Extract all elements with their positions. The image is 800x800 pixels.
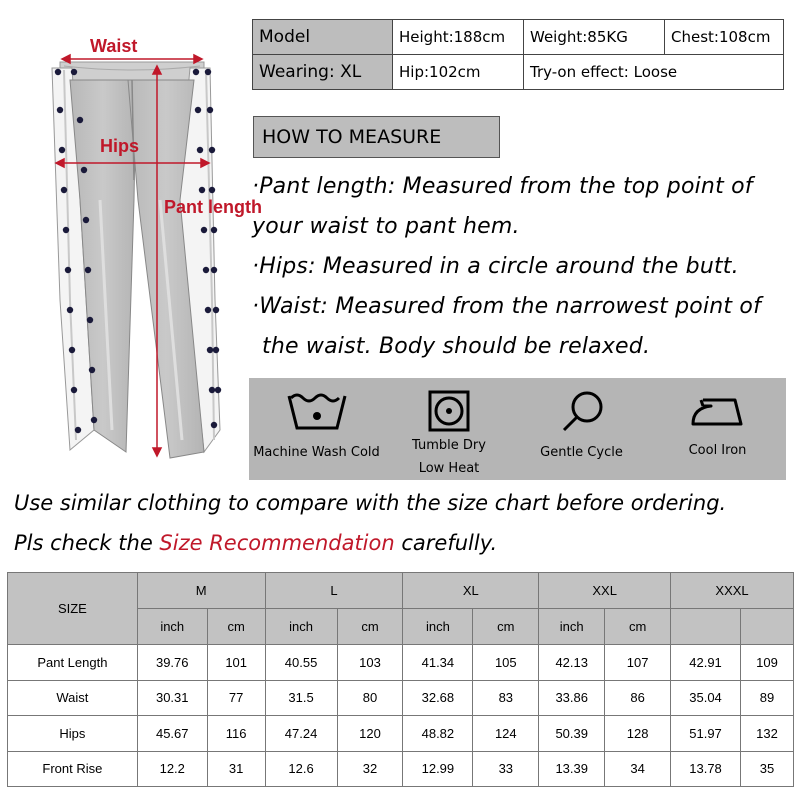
- table-cell: 12.99: [403, 751, 473, 787]
- model-try-on-effect: Try-on effect: Loose: [524, 55, 784, 90]
- model-hip: Hip:102cm: [393, 55, 524, 90]
- table-cell: 30.31: [137, 680, 207, 716]
- size-header: L: [265, 573, 403, 609]
- size-chart-table: [7, 572, 794, 787]
- table-cell: 77: [207, 680, 265, 716]
- pants-illustration: [0, 0, 250, 470]
- table-cell: 128: [605, 716, 671, 752]
- waist-annotation: Waist: [90, 36, 138, 56]
- care-cool-iron: [649, 378, 786, 480]
- table-cell: 35.04: [671, 680, 741, 716]
- row-label: Front Rise: [8, 751, 138, 787]
- size-header-row: [8, 573, 794, 609]
- size-notice: Use similar clothing to compare with the size chart before ordering.: [14, 491, 727, 515]
- notice-text: carefully.: [394, 531, 498, 555]
- table-cell: 50.39: [539, 716, 605, 752]
- table-cell: 101: [207, 645, 265, 681]
- table-cell: 86: [605, 680, 671, 716]
- notice-text: Pls check the: [14, 531, 160, 555]
- table-cell: 32: [337, 751, 403, 787]
- table-cell: 31.5: [265, 680, 337, 716]
- table-cell: 12.2: [137, 751, 207, 787]
- model-height: Height:188cm: [393, 20, 524, 55]
- table-cell: 35: [740, 751, 793, 787]
- table-row: [8, 751, 794, 787]
- table-cell: 42.91: [671, 645, 741, 681]
- unit-header: [740, 609, 793, 645]
- wash-tub-icon: [287, 388, 347, 432]
- size-recommendation-highlight: Size Recommendation: [159, 531, 395, 555]
- table-cell: 12.6: [265, 751, 337, 787]
- table-cell: 13.39: [539, 751, 605, 787]
- table-cell: 45.67: [137, 716, 207, 752]
- care-machine-wash: [249, 378, 384, 480]
- size-header: M: [137, 573, 265, 609]
- unit-header: inch: [265, 609, 337, 645]
- table-row: [8, 716, 794, 752]
- care-label: Machine Wash Cold: [253, 445, 380, 460]
- measure-instruction: your waist to pant hem.: [252, 214, 520, 239]
- measure-instruction: ·Waist: Measured from the narrowest point of: [252, 294, 762, 319]
- table-cell: 120: [337, 716, 403, 752]
- model-info-row: [253, 55, 784, 90]
- care-label: Tumble Dry: [412, 438, 486, 453]
- care-label: Low Heat: [418, 461, 480, 476]
- table-cell: 80: [337, 680, 403, 716]
- tumble-dry-icon: [428, 390, 470, 432]
- table-cell: 132: [740, 716, 793, 752]
- unit-header: cm: [605, 609, 671, 645]
- gentle-cycle-icon: [560, 388, 606, 434]
- model-info-row: [253, 20, 784, 55]
- table-cell: 39.76: [137, 645, 207, 681]
- size-header: XXXL: [671, 573, 794, 609]
- unit-header: [671, 609, 741, 645]
- table-cell: 47.24: [265, 716, 337, 752]
- pants-figure: [0, 0, 262, 470]
- care-tumble-dry: [384, 378, 514, 480]
- model-label: Model: [253, 20, 393, 55]
- unit-header: cm: [473, 609, 539, 645]
- table-cell: 40.55: [265, 645, 337, 681]
- table-cell: 89: [740, 680, 793, 716]
- how-to-measure-heading: HOW TO MEASURE: [253, 116, 500, 158]
- table-cell: 33.86: [539, 680, 605, 716]
- model-chest: Chest:108cm: [665, 20, 784, 55]
- unit-header: inch: [137, 609, 207, 645]
- table-cell: 107: [605, 645, 671, 681]
- measure-instruction: the waist. Body should be relaxed.: [262, 334, 651, 359]
- hips-annotation: Hips: [100, 136, 140, 156]
- table-cell: 34: [605, 751, 671, 787]
- measure-instruction: ·Hips: Measured in a circle around the butt.: [252, 254, 739, 279]
- table-row: [8, 645, 794, 681]
- care-label: Cool Iron: [688, 443, 747, 458]
- table-cell: 124: [473, 716, 539, 752]
- table-row: [8, 680, 794, 716]
- table-cell: 116: [207, 716, 265, 752]
- model-info-table: [252, 19, 784, 90]
- table-cell: 103: [337, 645, 403, 681]
- size-header: XL: [403, 573, 539, 609]
- unit-header: cm: [337, 609, 403, 645]
- size-column-header: SIZE: [8, 573, 138, 645]
- row-label: Pant Length: [8, 645, 138, 681]
- unit-header: cm: [207, 609, 265, 645]
- table-cell: 41.34: [403, 645, 473, 681]
- unit-header: inch: [403, 609, 473, 645]
- unit-header: inch: [539, 609, 605, 645]
- table-cell: 83: [473, 680, 539, 716]
- table-cell: 31: [207, 751, 265, 787]
- table-cell: 48.82: [403, 716, 473, 752]
- measure-instruction: ·Pant length: Measured from the top point of: [252, 174, 753, 199]
- table-cell: 109: [740, 645, 793, 681]
- table-cell: 13.78: [671, 751, 741, 787]
- care-label: Gentle Cycle: [540, 445, 623, 460]
- table-cell: 33: [473, 751, 539, 787]
- row-label: Hips: [8, 716, 138, 752]
- care-instructions-panel: [249, 378, 786, 480]
- model-weight: Weight:85KG: [524, 20, 665, 55]
- row-label: Waist: [8, 680, 138, 716]
- size-recommendation-notice: [14, 531, 497, 555]
- iron-icon: [689, 394, 747, 428]
- table-cell: 42.13: [539, 645, 605, 681]
- model-wearing: Wearing: XL: [253, 55, 393, 90]
- size-header: XXL: [539, 573, 671, 609]
- pant-length-annotation: Pant length: [164, 197, 262, 217]
- table-cell: 32.68: [403, 680, 473, 716]
- table-cell: 51.97: [671, 716, 741, 752]
- care-gentle-cycle: [514, 378, 649, 480]
- table-cell: 105: [473, 645, 539, 681]
